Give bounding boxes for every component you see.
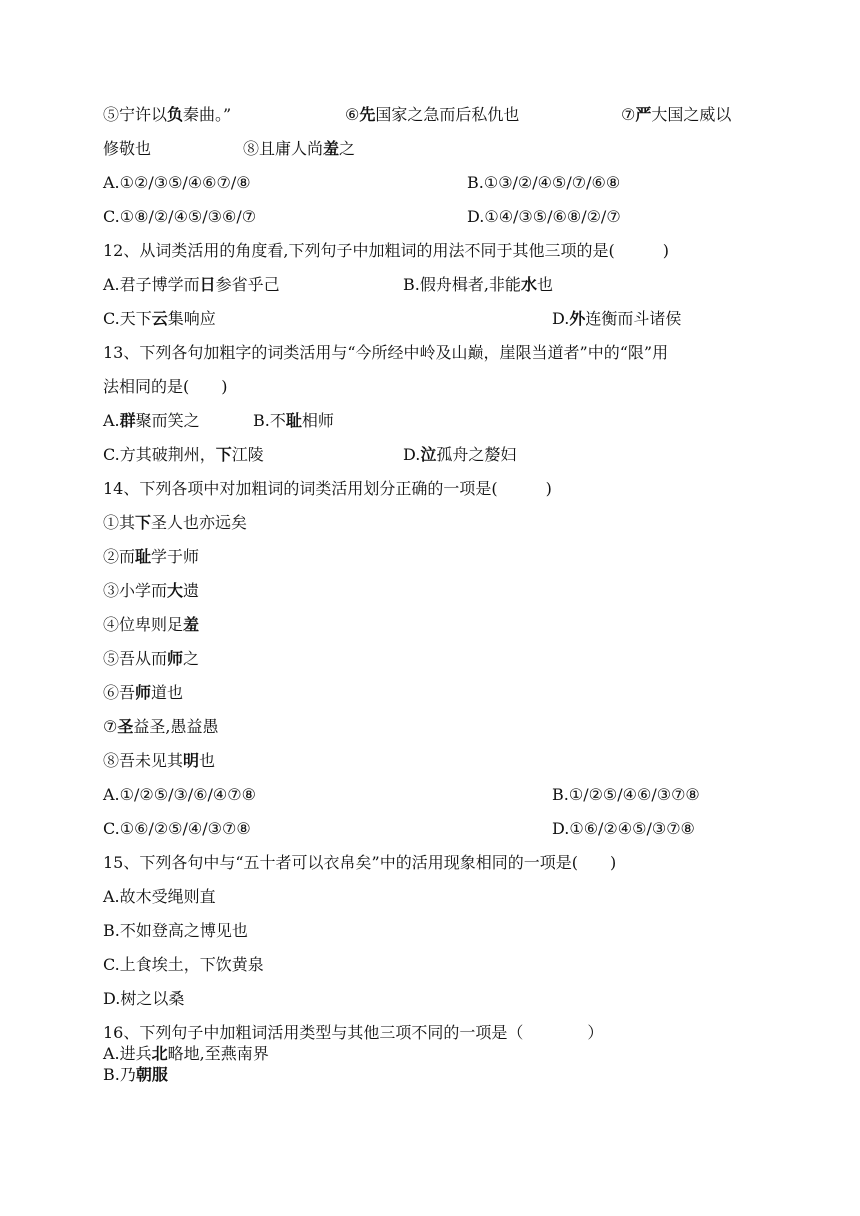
q11-options-row-1 [103, 171, 760, 195]
q16-stem: 16、下列句子中加粗词活用类型与其他三项不同的一项是（ ） [103, 1023, 604, 1042]
q13-option-c: C.方其破荆州，下江陵 [103, 445, 264, 464]
q12-option-b: B.假舟楫者,非能水也 [403, 275, 553, 294]
q14-item-8: ⑧吾未见其明也 [103, 751, 216, 770]
q11-items-row-1 [103, 103, 760, 127]
q11-item-7: ⑦严大国之威以 [621, 105, 732, 124]
q13-stem-line-2: 法相同的是( ) [103, 377, 228, 396]
q15-option-c: C.上食埃土，下饮黄泉 [103, 955, 264, 974]
q14-option-c: C.①⑥/②⑤/④/③⑦⑧ [103, 819, 251, 838]
q12-options-row-1 [103, 273, 760, 297]
q14-options-row-2 [103, 817, 760, 841]
q14-option-b: B.①/②⑤/④⑥/③⑦⑧ [552, 785, 700, 804]
q14-option-a: A.①/②⑤/③/⑥/④⑦⑧ [103, 785, 256, 804]
q12-options-row-2 [103, 307, 760, 331]
q14-item-7: ⑦圣益圣,愚益愚 [103, 717, 219, 736]
q15-option-b: B.不如登高之博见也 [103, 921, 248, 940]
q11-options-row-2 [103, 205, 760, 229]
q13-option-d: D.泣孤舟之嫠妇 [403, 445, 517, 464]
q11-item-6: ⑥先国家之急而后私仇也 [345, 105, 520, 124]
q14-item-5: ⑤吾从而师之 [103, 649, 200, 668]
q11-option-c: C.①⑧/②/④⑤/③⑥/⑦ [103, 207, 257, 226]
q14-stem: 14、下列各项中对加粗词的词类活用划分正确的一项是( ) [103, 479, 552, 498]
q14-item-1: ①其下圣人也亦远矣 [103, 513, 248, 532]
q13-option-a: A.群聚而笑之 [103, 411, 200, 430]
q14-option-d: D.①⑥/②④⑤/③⑦⑧ [552, 819, 695, 838]
q14-options-row-1 [103, 783, 760, 807]
q12-option-d: D.外连衡而斗诸侯 [552, 309, 682, 328]
q14-item-3: ③小学而大遗 [103, 581, 200, 600]
q15-stem: 15、下列各句中与“五十者可以衣帛矣”中的活用现象相同的一项是( ) [103, 853, 617, 872]
q15-option-a: A.故木受绳则直 [103, 887, 216, 906]
q11-item-8: ⑧且庸人尚羞之 [243, 139, 356, 158]
q14-item-4: ④位卑则足羞 [103, 615, 200, 634]
q14-item-6: ⑥吾师道也 [103, 683, 184, 702]
q15-option-d: D.树之以桑 [103, 989, 185, 1008]
q14-item-2: ②而耻学于师 [103, 547, 200, 566]
q16-option-a: A.进兵北略地,至燕南界 [103, 1044, 269, 1063]
q11-item-7-cont: 修敬也 [103, 139, 152, 158]
q13-stem-line-1: 13、下列各句加粗字的词类活用与“今所经中岭及山巅，崖限当道者”中的“限”用 [103, 343, 669, 362]
q11-items-row-2 [103, 137, 760, 161]
q13-options-row-2 [103, 443, 760, 467]
q16-option-b: B.乃朝服 [103, 1065, 168, 1084]
q12-option-c: C.天下云集响应 [103, 309, 216, 328]
q13-options-row-1 [103, 409, 760, 433]
q13-option-b: B.不耻相师 [253, 411, 334, 430]
q12-stem: 12、从词类活用的角度看,下列句子中加粗词的用法不同于其他三项的是( ) [103, 241, 669, 260]
q11-option-a: A.①②/③⑤/④⑥⑦/⑧ [103, 173, 251, 192]
q11-item-5: ⑤宁许以负秦曲。” [103, 105, 232, 124]
q11-option-b: B.①③/②/④⑤/⑦/⑥⑧ [467, 173, 621, 192]
q11-option-d: D.①④/③⑤/⑥⑧/②/⑦ [467, 207, 621, 226]
q12-option-a: A.君子博学而日参省乎己 [103, 275, 280, 294]
